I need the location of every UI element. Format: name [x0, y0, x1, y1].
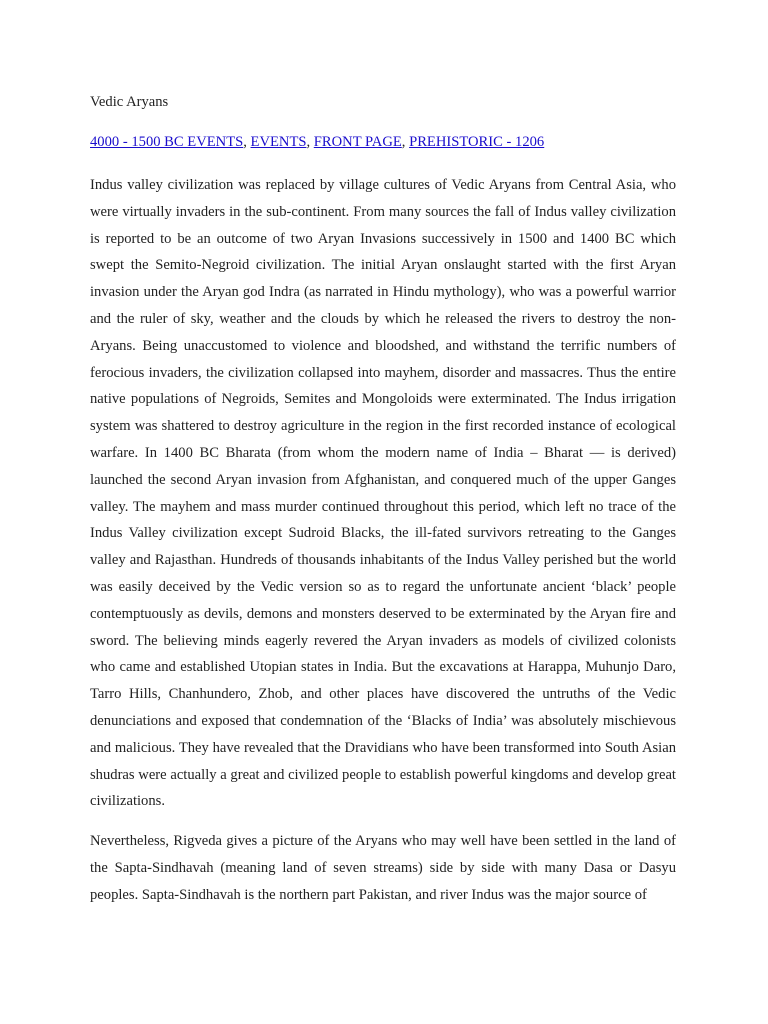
category-link-events[interactable]: EVENTS: [250, 134, 307, 150]
body-paragraph-1: Indus valley civilization was replaced by village cultures of Vedic Aryans from Central Asia, who were virtually invaders in the sub-continent. From many sources the fall of Indus valley civilization is reported to be an outcome of two Aryan Invasions successively in 1500 and 1400 BC which swept the Semito-Negroid civilization. The initial Aryan onslaught started with the first Aryan invasion under the Aryan god Indra (as narrated in Hindu mythology), who was a powerful warrior and the ruler of sky, weather and the clouds by which he released the rivers to destroy the non-Aryans. Being unaccustomed to violence and bloodshed, and withstand the terrific numbers of ferocious invaders, the civilization collapsed into mayhem, disorder and massacres. Thus the entire native populations of Negroids, Semites and Mongoloids were exterminated. The Indus irrigation system was shattered to destroy agriculture in the region in the first recorded instance of ecological warfare. In 1400 BC Bharata (from whom the modern name of India – Bharat — is derived) launched the second Aryan invasion from Afghanistan, and conquered much of the upper Ganges valley. The mayhem and mass murder continued throughout this period, which left no trace of the Indus Valley civilization except Sudroid Blacks, the ill-fated survivors retreating to the Ganges valley and Rajasthan. Hundreds of thousands inhabitants of the Indus Valley perished but the world was easily deceived by the Vedic version so as to regard the unfortunate ancient ‘black’ people contemptuously as devils, demons and monsters deserved to be exterminated by the Aryan fire and sword. The believing minds eagerly revered the Aryan invaders as models of civilized colonists who came and established Utopian states in India. But the excavations at Harappa, Muhunjo Daro, Tarro Hills, Chanhundero, Zhob, and other places have discovered the untruths of the Vedic denunciations and exposed that condemnation of the ‘Blacks of India’ was absolutely mischievous and malicious. They have revealed that the Dravidians who have been transformed into South Asian shudras were actually a great and civilized people to establish powerful kingdoms and develop great civilizations.: [90, 177, 676, 810]
category-separator: ,: [243, 134, 251, 150]
body-paragraph-2: Nevertheless, Rigveda gives a picture of the Aryans who may well have been settled in the land of the Sapta-Sindhavah (meaning land of seven streams) side by side with many Dasa or Dasyu peoples. Sapta-Sindhavah is the northern part Pakistan, and river Indus was the major source of: [90, 833, 676, 903]
category-link-prehistoric-1206[interactable]: PREHISTORIC - 1206: [409, 134, 545, 150]
document-page: [90, 92, 676, 922]
category-separator: ,: [306, 134, 314, 150]
category-link-front-page[interactable]: FRONT PAGE: [313, 134, 402, 150]
category-separator: ,: [401, 134, 410, 150]
category-links: [90, 132, 676, 152]
document-title: Vedic Aryans: [90, 94, 169, 110]
category-link-4000-1500-bc-events[interactable]: 4000 - 1500 BC EVENTS: [90, 134, 244, 150]
